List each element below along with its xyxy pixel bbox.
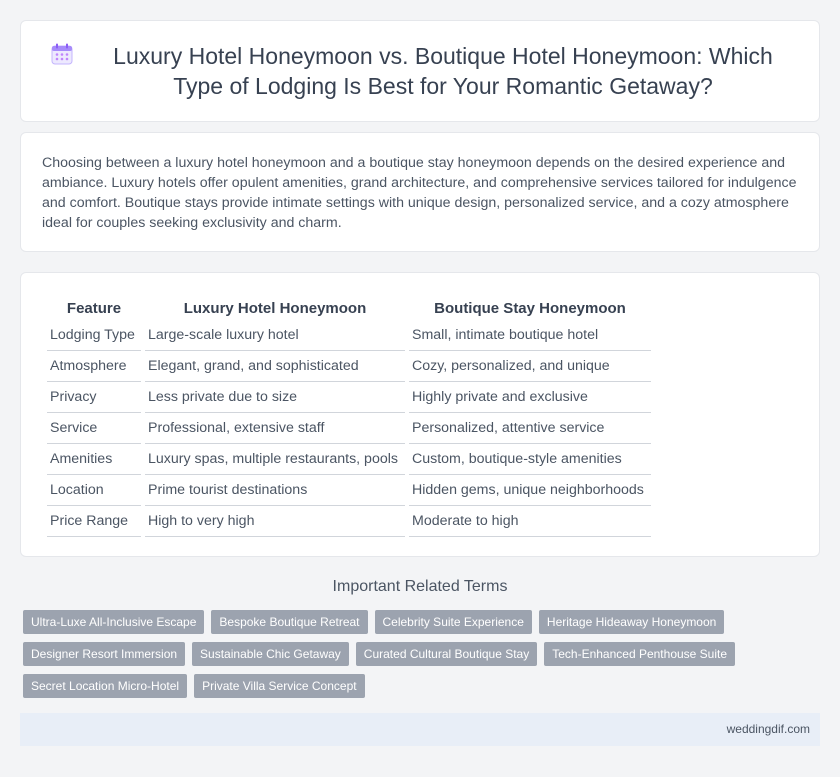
row-luxury-value: Elegant, grand, and sophisticated (145, 351, 405, 382)
header-luxury: Luxury Hotel Honeymoon (183, 299, 367, 317)
table-row (47, 444, 651, 475)
row-luxury-value: Luxury spas, multiple restaurants, pools (145, 444, 405, 475)
related-term-tag[interactable]: Private Villa Service Concept (194, 674, 365, 698)
row-feature: Privacy (47, 382, 141, 413)
table-row (47, 320, 651, 351)
related-term-tag[interactable]: Ultra-Luxe All-Inclusive Escape (23, 610, 204, 634)
row-feature: Atmosphere (47, 351, 141, 382)
table-header-row (47, 294, 651, 320)
row-feature: Lodging Type (47, 320, 141, 351)
row-luxury-value: Less private due to size (145, 382, 405, 413)
related-term-tag[interactable]: Celebrity Suite Experience (375, 610, 532, 634)
header-boutique: Boutique Stay Honeymoon (434, 299, 626, 317)
related-term-tag[interactable]: Secret Location Micro-Hotel (23, 674, 187, 698)
intro-card (20, 132, 820, 252)
table-row (47, 475, 651, 506)
row-feature: Service (47, 413, 141, 444)
related-terms-list (23, 610, 813, 698)
row-boutique-value: Moderate to high (409, 506, 651, 537)
row-boutique-value: Highly private and exclusive (409, 382, 651, 413)
row-boutique-value: Small, intimate boutique hotel (409, 320, 651, 351)
header-feature: Feature (66, 299, 122, 317)
comparison-card (20, 272, 820, 557)
row-luxury-value: High to very high (145, 506, 405, 537)
table-row (47, 413, 651, 444)
row-boutique-value: Personalized, attentive service (409, 413, 651, 444)
row-luxury-value: Prime tourist destinations (145, 475, 405, 506)
related-terms-heading: Important Related Terms (332, 578, 508, 595)
related-term-tag[interactable]: Designer Resort Immersion (23, 642, 185, 666)
row-boutique-value: Hidden gems, unique neighborhoods (409, 475, 651, 506)
intro-paragraph: Choosing between a luxury hotel honeymoon and a boutique stay honeymoon depends on the desired experience and ambiance. Luxury hotels offer opulent amenities, grand architecture, and comprehensive services tailored for indulgence and comfort. Boutique stays provide intimate settings with unique design, personalized service, and a cozy atmosphere ideal for couples seeking exclusivity and charm. (42, 155, 797, 231)
footer-site-link[interactable]: weddingdif.com (726, 722, 810, 736)
row-luxury-value: Large-scale luxury hotel (145, 320, 405, 351)
row-feature: Location (47, 475, 141, 506)
row-feature: Amenities (47, 444, 141, 475)
row-luxury-value: Professional, extensive staff (145, 413, 405, 444)
row-boutique-value: Custom, boutique-style amenities (409, 444, 651, 475)
row-feature: Price Range (47, 506, 141, 537)
row-boutique-value: Cozy, personalized, and unique (409, 351, 651, 382)
table-row (47, 351, 651, 382)
comparison-table (43, 294, 655, 537)
calendar-icon (51, 43, 73, 65)
title-wrap (21, 21, 819, 121)
title-card (20, 20, 820, 122)
footer (20, 713, 820, 746)
related-term-tag[interactable]: Sustainable Chic Getaway (192, 642, 349, 666)
page-title: Luxury Hotel Honeymoon vs. Boutique Hotel Honeymoon: Which Type of Lodging Is Best for Your Romantic Getaway? (113, 43, 773, 99)
related-term-tag[interactable]: Tech-Enhanced Penthouse Suite (544, 642, 735, 666)
related-term-tag[interactable]: Heritage Hideaway Honeymoon (539, 610, 724, 634)
table-row (47, 506, 651, 537)
table-row (47, 382, 651, 413)
related-term-tag[interactable]: Bespoke Boutique Retreat (211, 610, 367, 634)
related-term-tag[interactable]: Curated Cultural Boutique Stay (356, 642, 537, 666)
